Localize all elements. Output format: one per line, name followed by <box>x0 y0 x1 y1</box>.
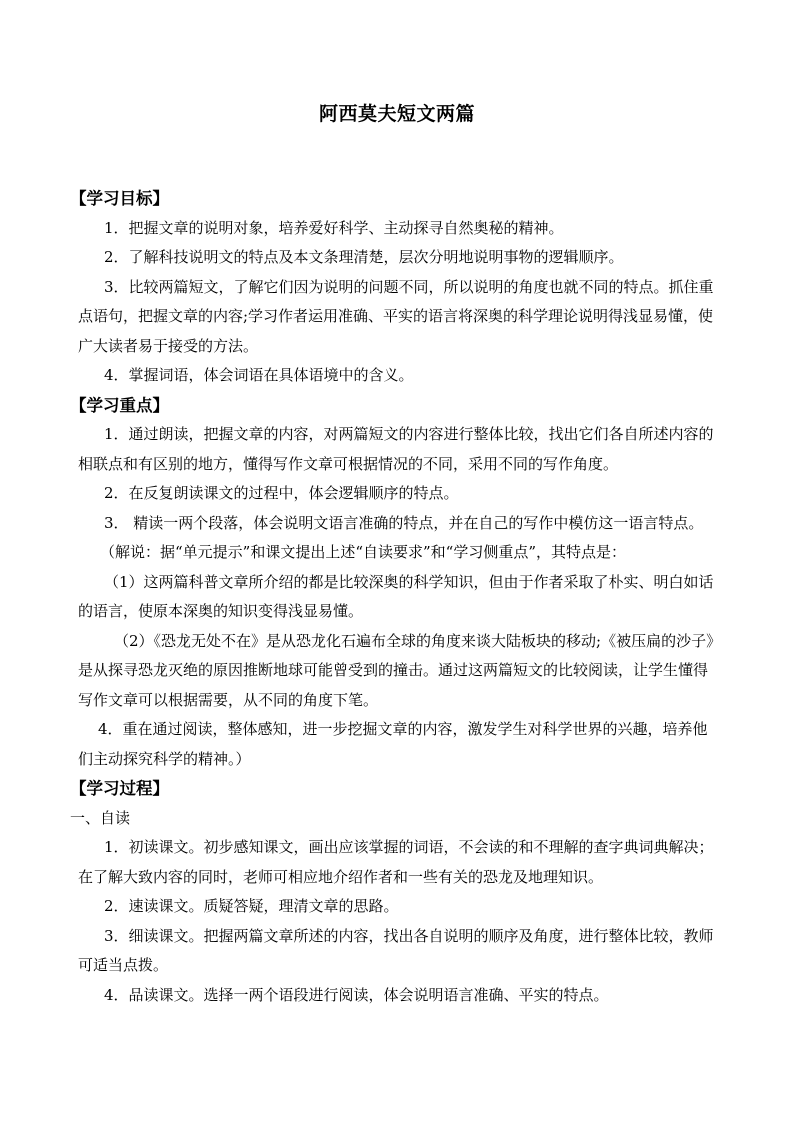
document-body <box>70 184 722 1010</box>
objective-item-1: 1．把握文章的说明对象，培养爱好科学、主动探寻自然奥秘的精神。 <box>104 218 564 237</box>
keypoint-item-2: 2．在反复朗读课文的过程中，体会逻辑顺序的特点。 <box>104 484 459 502</box>
keypoints-heading: 【学习重点】 <box>70 395 169 415</box>
objective-item-2: 2．了解科技说明文的特点及本文条理清楚，层次分明地说明事物的逻辑顺序。 <box>104 248 624 266</box>
process-item-2: 2．速读课文。质疑答疑，理清文章的思路。 <box>104 897 399 915</box>
document-title: 阿西莫夫短文两篇 <box>318 103 475 125</box>
process-item-1: 1．初读课文。初步感知课文，画出应该掌握的词语，不会读的和不理解的查字典词典解决；在了解大致内容的同时，老师可相应地介绍作者和一些有关的恐龙及地理知识。 <box>78 838 714 886</box>
keypoint-explanation: （解说：据“单元提示”和课文提出上述“自读要求”和“学习侧重点”，其特点是： <box>100 543 627 561</box>
process-item-4: 4．品读课文。选择一两个语段进行阅读，体会说明语言准确、平实的特点。 <box>104 985 609 1004</box>
keypoint-item-1: 1．通过朗读，把握文章的内容，对两篇短文的内容进行整体比较，找出它们各自所述内容的相联点和有区别的地方，懂得写作文章可根据情况的不同，采用不同的写作角度。 <box>78 425 714 473</box>
keypoint-item-4: 4．重在通过阅读，整体感知，进一步挖掘文章的内容，激发学生对科学世界的兴趣，培养他们主动探究科学的精神。） <box>78 720 708 768</box>
objectives-heading: 【学习目标】 <box>70 189 169 208</box>
process-item-3: 3．细读课文。把握两篇文章所述的内容，找出各自说明的顺序及角度，进行整体比较，教师可适当点拨。 <box>78 926 714 974</box>
keypoint-explanation-1: （1）这两篇科普文章所介绍的都是比较深奥的科学知识，但由于作者采取了朴实、明白如话的语言，使原本深奥的知识变得浅显易懂。 <box>78 572 714 620</box>
keypoint-explanation-2: （2）《恐龙无处不在》是从恐龙化石遍布全球的角度来谈大陆板块的移动;《被压扁的沙子》是从探寻恐龙灭绝的原因推断地球可能曾受到的撞击。通过这两篇短文的比较阅读，让学生懂得写作文章可以根据需要，从不同的角度下笔。 <box>78 631 722 709</box>
process-subheading: 一、自读 <box>70 808 131 827</box>
keypoint-item-3: 3． 精读一两个段落，体会说明文语言准确的特点，并在自己的写作中模仿这一语言特点。 <box>104 513 704 532</box>
objective-item-4: 4．掌握词语，体会词语在具体语境中的含义。 <box>104 366 414 384</box>
process-heading: 【学习过程】 <box>70 779 169 798</box>
objective-item-3: 3．比较两篇短文，了解它们因为说明的问题不同，所以说明的角度也就不同的特点。抓住重点语句，把握文章的内容;学习作者运用准确、平实的语言将深奥的科学理论说明得浅显易懂，使广大读者易于接受的方法。 <box>78 277 714 355</box>
